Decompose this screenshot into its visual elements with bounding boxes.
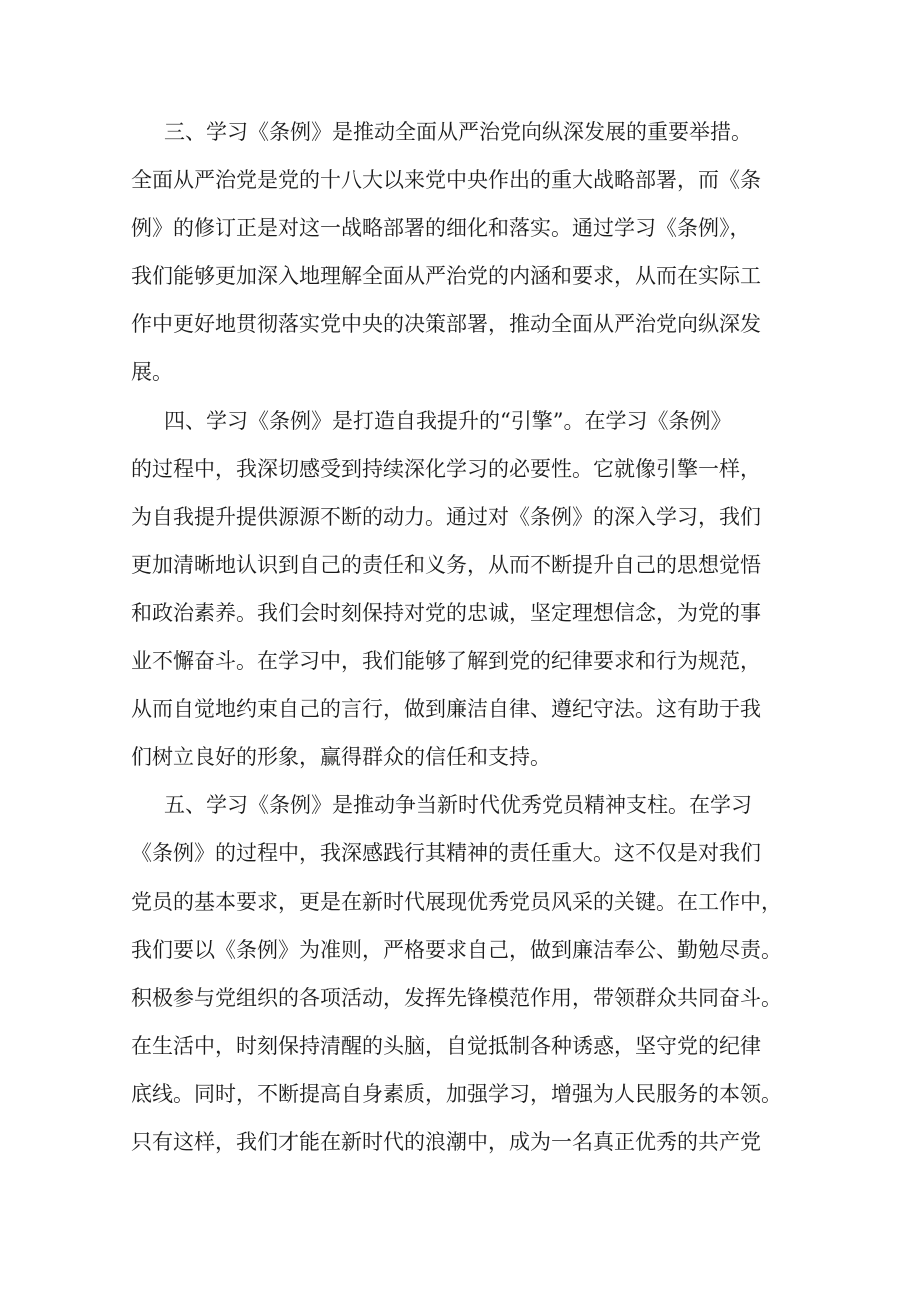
paragraph-section-4	[131, 397, 811, 782]
paragraph-line: 展。	[131, 360, 173, 385]
paragraph-line: 《条例》的过程中，我深感践行其精神的责任重大。这不仅是对我们	[131, 841, 761, 866]
paragraph-line: 四、学习《条例》是打造自我提升的“引擎”。在学习《条例》	[164, 408, 732, 433]
paragraph-line: 们树立良好的形象，赢得群众的信任和支持。	[131, 745, 551, 770]
paragraph-line: 积极参与党组织的各项活动，发挥先锋模范作用，带领群众共同奋斗。	[131, 985, 782, 1010]
paragraph-line: 更加清晰地认识到自己的责任和义务，从而不断提升自己的思想觉悟	[131, 552, 761, 577]
paragraph-line: 我们要以《条例》为准则，严格要求自己，做到廉洁奉公、勤勉尽责。	[131, 937, 782, 962]
paragraph-section-3	[131, 108, 811, 397]
paragraph-line: 党员的基本要求，更是在新时代展现优秀党员风采的关键。在工作中，	[131, 889, 782, 914]
document-body	[131, 108, 811, 1166]
paragraph-line: 的过程中，我深切感受到持续深化学习的必要性。它就像引擎一样，	[131, 456, 761, 481]
paragraph-line: 全面从严治党是党的十八大以来党中央作出的重大战略部署，而《条	[131, 168, 761, 193]
paragraph-line: 业不懈奋斗。在学习中，我们能够了解到党的纪律要求和行为规范，	[131, 649, 761, 674]
paragraph-section-5	[131, 781, 811, 1166]
paragraph-line: 从而自觉地约束自己的言行，做到廉洁自律、遵纪守法。这有助于我	[131, 697, 761, 722]
paragraph-line: 和政治素养。我们会时刻保持对党的忠诚，坚定理想信念，为党的事	[131, 600, 761, 625]
paragraph-line: 为自我提升提供源源不断的动力。通过对《条例》的深入学习，我们	[131, 504, 761, 529]
paragraph-line: 底线。同时，不断提高自身素质，加强学习，增强为人民服务的本领。	[131, 1081, 782, 1106]
paragraph-line: 只有这样，我们才能在新时代的浪潮中，成为一名真正优秀的共产党	[131, 1129, 761, 1154]
paragraph-line: 例》的修订正是对这一战略部署的细化和落实。通过学习《条例》，	[131, 216, 751, 241]
paragraph-line: 作中更好地贯彻落实党中央的决策部署，推动全面从严治党向纵深发	[131, 312, 761, 337]
paragraph-line: 我们能够更加深入地理解全面从严治党的内涵和要求，从而在实际工	[131, 264, 761, 289]
paragraph-line: 三、学习《条例》是推动全面从严治党向纵深发展的重要举措。	[164, 120, 752, 144]
paragraph-line: 在生活中，时刻保持清醒的头脑，自觉抵制各种诱惑，坚守党的纪律	[131, 1033, 761, 1058]
paragraph-line: 五、学习《条例》是推动争当新时代优秀党员精神支柱。在学习	[164, 793, 752, 818]
